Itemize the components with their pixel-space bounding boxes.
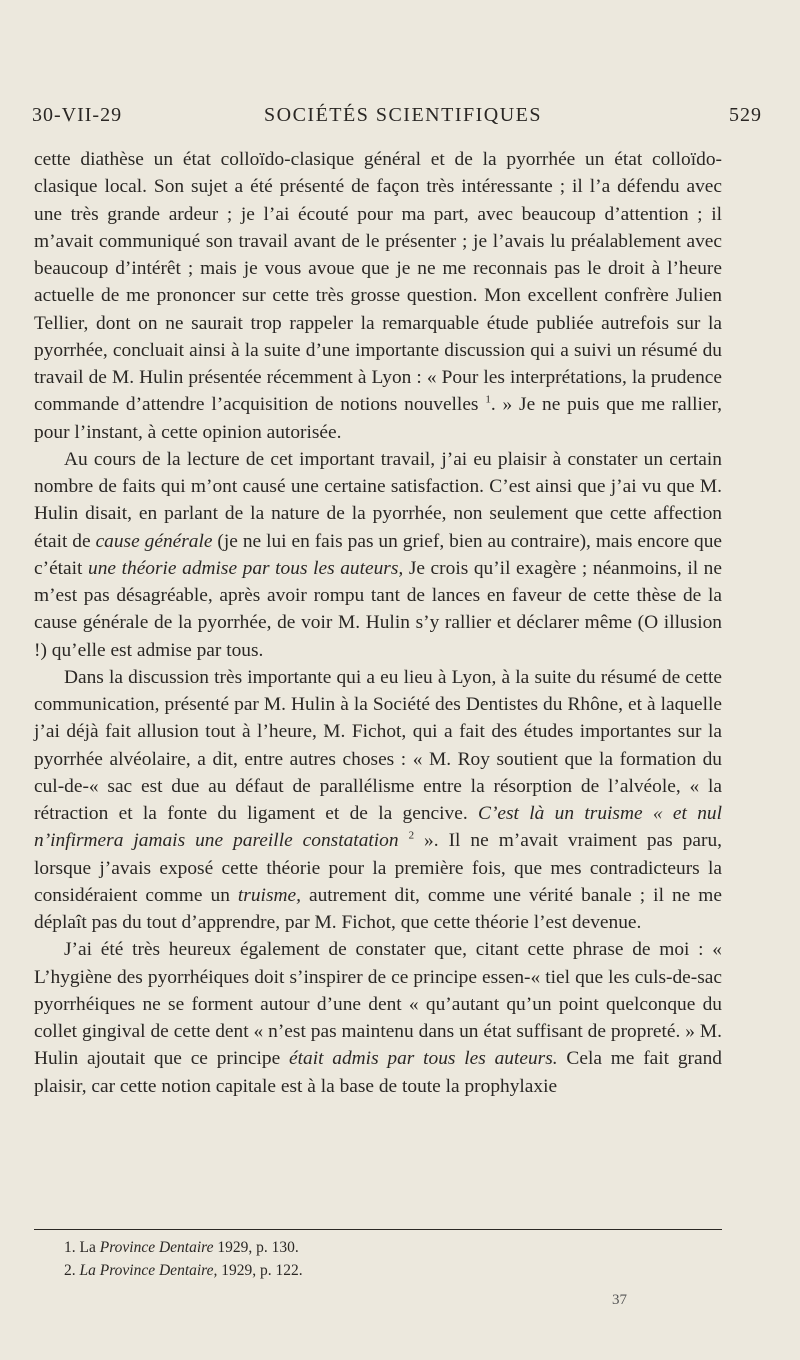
footnote-number: 2.: [64, 1262, 80, 1279]
footnote-text: 1929, p. 122.: [217, 1262, 303, 1279]
text-run: autrement dit, comme une vérité banale ; il ne me déplaît pas du tout d’apprendre, par M. Fichot, que cette théorie l’est devenue.: [34, 884, 723, 933]
paragraph: [34, 936, 722, 1100]
text-run: J’ai été très heureux également de constater que, citant cette phrase de moi : « L’hygiène des pyorrhéiques doit s’inspirer de ce principe essen-« tiel que les culs-de-sac pyorrhéiques ne se forment autour d’une dent « qu’autant qu’un point quelconque du collet gingival de cette dent « n’est pas maintenu dans un état suffisant de propreté. » M. Hulin ajoutait que ce principe: [34, 939, 722, 1070]
footnote-reference: 2: [408, 829, 415, 842]
running-header: [32, 104, 762, 134]
header-date: 30-VII-29: [32, 104, 123, 126]
paragraph: [34, 146, 722, 446]
text-run: Au cours de la lecture de cet important travail, j’ai eu plaisir à constater un certain nombre de faits qui m’ont causé une certaine satisfaction. C’est ainsi que j’ai vu que M. Hulin disait, en parlant de la nature de la pyorrhée, non seulement que cette affection était de: [34, 448, 722, 552]
italic-text: une théorie admise par tous les auteurs,: [88, 557, 404, 579]
header-title: SOCIÉTÉS SCIENTIFIQUES: [264, 104, 543, 126]
text-run: ». Il ne m’avait vraiment pas paru, lorsque j’avais exposé cette théorie pour la première fois, que mes contradicteurs la considéraient comme un: [34, 830, 722, 906]
text-run: Dans la discussion très importante qui a eu lieu à Lyon, à la suite du résumé de cette communication, présenté par M. Hulin à la Société des Dentistes du Rhône, et à laquelle j’ai déjà fait allusion tout à l’heure, M. Fichot, qui a fait des études importantes sur la pyorrhée alvéolaire, a dit, entre autres choses : « M. Roy soutient que la formation du cul-de-« sac est due au défaut de parallélisme entre la résorption de l’alvéole, « la rétraction et la fonte du ligament et de la gencive.: [34, 666, 722, 824]
text-run: [399, 830, 409, 851]
signature-folio: 37: [612, 1292, 627, 1308]
body-text: [34, 146, 722, 1100]
footnote-rule: [34, 1229, 722, 1230]
footnote: [64, 1259, 714, 1282]
italic-text: était admis par tous les auteurs.: [289, 1048, 558, 1070]
text-run: (je ne lui en fais pas un grief, bien au contraire), mais encore que c’était: [34, 530, 723, 579]
footnote-text: 1929, p. 130.: [213, 1239, 299, 1256]
footnote: [64, 1236, 714, 1259]
text-run: Je crois qu’il exagère ; néanmoins, il ne m’est pas désagréable, après avoir rompu tant de lances en faveur de cette thèse de la cause générale de la pyorrhée, de voir M. Hulin s’y rallier et déclarer même (O illusion !) qu’elle est admise par tous.: [34, 557, 722, 661]
footnote-title: La Province Dentaire,: [79, 1262, 218, 1279]
footnote-number: 1.: [64, 1239, 80, 1256]
italic-text: cause générale: [95, 530, 213, 552]
italic-text: C’est là un truisme « et nul n’infirmera jamais une pareille constatation: [34, 803, 722, 852]
footnote-text: La: [79, 1239, 100, 1256]
italic-text: truisme,: [237, 884, 301, 906]
text-run: Cela me fait grand plaisir, car cette notion capitale est à la base de toute la prophylaxie: [34, 1048, 722, 1097]
paragraph: [34, 446, 722, 664]
text-run: . » Je ne puis que me rallier, pour l’instant, à cette opinion autorisée.: [34, 394, 722, 443]
text-run: cette diathèse un état colloïdo-clasique général et de la pyorrhée un état colloïdo-clasique local. Son sujet a été présenté de façon très intéressante ; il l’a défendu avec une très grande ardeur ; je l’ai écouté pour ma part, avec beaucoup d’attention ; il m’avait communiqué son travail avant de le présenter ; je l’avais lu préalablement avec beaucoup d’intérêt ; mais je vous avoue que je ne me reconnais pas le droit à l’heure actuelle de me prononcer sur cette très grosse question. Mon excellent confrère Julien Tellier, dont on ne saurait trop rappeler la remarquable étude publiée autrefois sur la pyorrhée, concluait ainsi à la suite d’une importante discussion qui a suivi un résumé du travail de M. Hulin présentée récemment à Lyon : « Pour les interprétations, la prudence commande d’attendre l’acquisition de notions nouvelles: [34, 149, 722, 416]
footnote-reference: 1: [485, 393, 491, 406]
footnote-title: Province Dentaire: [99, 1239, 214, 1256]
footnotes: [64, 1236, 714, 1282]
paragraph: [34, 664, 722, 937]
header-page-number: 529: [729, 104, 762, 126]
